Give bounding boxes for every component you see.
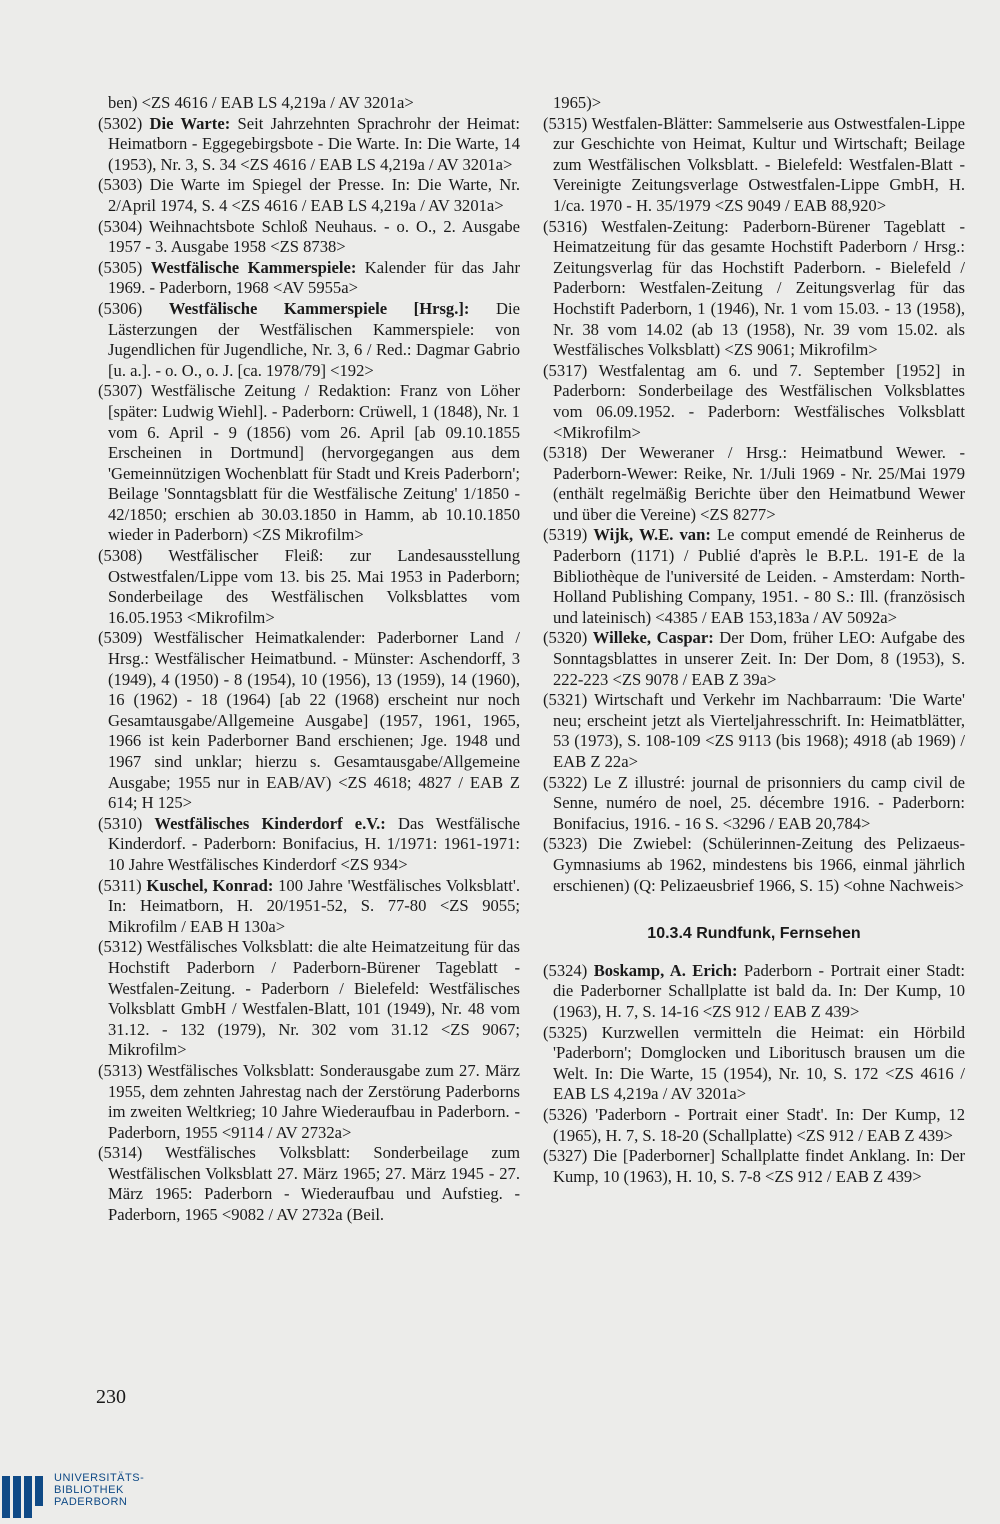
library-name-line3: PADERBORN — [54, 1496, 128, 1508]
entry-text: Kurzwellen vermitteln die Heimat: ein Hörbild 'Paderborn'; Domglocken und Liboritusch brausen um die Welt. In: Die Warte, 15 (1954), Nr. 10, S. 172 <ZS 4616 / EAB LS 4,219a / AV 3201a> — [553, 1022, 965, 1104]
entry-author: Boskamp, A. Erich: — [593, 960, 738, 980]
entry-author: Die Warte: — [149, 113, 231, 133]
entry-text: Westfälischer Heimatkalender: Paderborner Land / Hrsg.: Westfälischer Heimatbund. - Münster: Aschendorff, 3 (1949), 4 (1950) - 8 (1954), 10 (1956), 13 (1959), 14 (1960), 16 (1962) - 18 (1964) [ab 22 (1968) erscheint nur noch Gesamtausgabe/Allgemeine Ausgabe] (1957, 1961, 1965, 1966 ist kein Paderborner Band erschienen; Jge. 1948 und 1967 sind unklar; hierzu s. Gesamtausgabe/Allgemeine Ausgabe; 1955 nur in EAB/AV) <ZS 4618; 4827 / EAB Z 614; H 125> — [108, 628, 520, 813]
entry-text: Westfalen-Zeitung: Paderborn-Bürener Tageblatt - Heimatzeitung für das gesamte Hochstift Paderborn / Hrsg.: Zeitungsverlag für das Hochstift Paderborn. - Bielefeld / Paderborn: Westfalen-Zeitung / Zeitungsverlag für das Hochstift Paderborn, 1 (1946), Nr. 1 vom 15.03. - 13 (1958), Nr. 38 vom 14.02 (ab 13 (1958), Nr. 39 vom 15.02. als Westfälisches Volksblatt) <ZS 9061; Mikrofilm> — [553, 216, 965, 360]
bibliography-entry — [543, 1023, 965, 1105]
bibliography-entry — [543, 961, 965, 1023]
entry-author: Westfälisches Kinderdorf e.V.: — [154, 813, 386, 833]
bibliography-entry — [98, 1061, 520, 1143]
entry-text: Die Lästerzungen der Westfälischen Kammerspiele: von Jugendlichen für Jugendliche, Nr. 3, 6 / Red.: Dagmar Gabrio [u. a.]. - o. O., o. J. [ca. 1978/79] <192> — [108, 298, 520, 380]
entry-text: Westfalen-Blätter: Sammelserie aus Ostwestfalen-Lippe zur Geschichte von Heimat, Kultur und Wirtschaft; Beilage zum Westfälischen Volksblatt. - Bielefeld: Westfalen-Blatt - Vereinigte Zeitungsverlage Ostwestfalen-Lippe GmbH, H. 1/ca. 1970 - H. 35/1979 <ZS 9049 / EAB 88,920> — [553, 113, 965, 215]
section-heading: 10.3.4 Rundfunk, Fernsehen — [647, 925, 861, 943]
bibliography-entry — [98, 299, 520, 381]
entry-text: Westfälisches Volksblatt: Sonderausgabe zum 27. März 1955, dem zehnten Jahrestag nach der Zerstörung Paderborns im zweiten Weltkrieg; 10 Jahre Wiederaufbau in Paderborn. - Paderborn, 1955 <9114 / AV 2732a> — [108, 1060, 520, 1142]
entry-author: Westfälische Kammerspiele: — [150, 257, 357, 277]
library-name-line2: BIBLIOTHEK — [54, 1484, 124, 1496]
entry-text: 'Paderborn - Portrait einer Stadt'. In: Der Kump, 12 (1965), H. 7, S. 18-20 (Schallplatte) <ZS 912 / EAB Z 439> — [553, 1104, 966, 1145]
entry-text: Westfälische Zeitung / Redaktion: Franz von Löher [später: Ludwig Wiehl]. - Paderborn: Crüwell, 1 (1848), Nr. 1 vom 6. April - 9 (1856) vom 26. April [ab 09.10.1855 Erscheinen in Dortmund] (hervorgegangen aus dem 'Gemeinnützigen Wochenblatt für Stadt und Kreis Paderborn'; Beilage 'Sonntagsblatt für die Westfälische Zeitung' 1/1850 - 42/1850; erschien ab 30.03.1850 in Hamm, ab 10.10.1850 wieder in Paderborn) <ZS Mikrofilm> — [108, 381, 520, 545]
bibliography-entry — [543, 217, 965, 361]
entry-text: Die [Paderborner] Schallplatte findet Anklang. In: Der Kump, 10 (1963), H. 10, S. 7-8 <ZS 912 / EAB Z 439> — [553, 1146, 966, 1186]
entry-text: Paderborn - Portrait einer Stadt: die Paderborner Schallplatte ist bald da. In: Der Kump, 10 (1963), H. 7, S. 14-16 <ZS 912 / EAB Z 439> — [553, 960, 965, 1021]
bibliography-entry — [543, 1105, 965, 1146]
entry-number: (5323) — [543, 834, 588, 854]
bibliography-entry — [98, 628, 520, 813]
entry-text: Wirtschaft und Verkehr im Nachbarraum: 'Die Warte' neu; erscheint jetzt als Vierteljahresschrift. In: Heimatblätter, 53 (1973), S. 108-109 <ZS 9113 (bis 1968); 4918 (ab 1969) / EAB Z 22a> — [553, 690, 965, 771]
entry-number: (5305) — [98, 257, 143, 277]
entry-text: Westfälischer Fleiß: zur Landesausstellung Ostwestfalen/Lippe vom 13. bis 25. Mai 1953 in Paderborn; Sonderbeilage des Westfälischen Volksblattes vom 16.05.1953 <Mikrofilm> — [108, 546, 520, 627]
bibliography-entry — [98, 258, 520, 299]
entry-author: Willeke, Caspar: — [592, 628, 714, 648]
entry-number: (5307) — [98, 381, 143, 401]
right-column — [543, 93, 965, 1187]
entry-number: (5310) — [98, 813, 143, 833]
entry-text: Weihnachtsbote Schloß Neuhaus. - o. O., 2. Ausgabe 1957 - 3. Ausgabe 1958 <ZS 8738> — [108, 216, 520, 257]
entry-number: (5312) — [98, 937, 143, 957]
entry-number: (5324) — [543, 960, 588, 980]
entry-text: Le comput emendé de Reinherus de Paderborn (1171) / Publié d'après le B.P.L. 191-E de la Bibliothèque de l'université de Leiden. - Amsterdam: North-Holland Publishing Company, 1951. - 80 S.: Ill. (französisch und lateinisch) <4385 / EAB 153,183a / AV 5092a> — [553, 525, 965, 627]
entry-number: (5315) — [543, 113, 588, 133]
entry-number: (5320) — [543, 628, 588, 648]
page-number: 230 — [96, 1386, 126, 1408]
entry-number: (5306) — [98, 298, 143, 318]
library-name-line1: UNIVERSITÄTS- — [54, 1472, 145, 1484]
entry-number: (5321) — [543, 690, 588, 710]
entry-number: (5317) — [543, 360, 588, 380]
entry-number: (5316) — [543, 216, 588, 236]
bibliography-entry — [98, 381, 520, 546]
bibliography-entry — [543, 690, 965, 772]
bibliography-entry — [543, 773, 965, 835]
entry-text: Die Warte im Spiegel der Presse. In: Die Warte, Nr. 2/April 1974, S. 4 <ZS 4616 / EAB LS 4,219a / AV 3201a> — [108, 175, 520, 215]
entry-text: Der Dom, früher LEO: Aufgabe des Sonntagsblattes in unserer Zeit. In: Der Dom, 8 (1953), S. 222-223 <ZS 9078 / EAB Z 39a> — [553, 628, 965, 689]
entry-text: Westfalentag am 6. und 7. September [1952] in Paderborn: Sonderbeilage des Westfälischen Volksblattes vom 06.09.1952. - Paderborn: Westfälisches Volksblatt <Mikrofilm> — [553, 360, 965, 442]
entry-number: (5303) — [98, 175, 143, 195]
bibliography-entry — [98, 814, 520, 876]
bibliography-entry — [543, 443, 965, 525]
library-name — [54, 1472, 144, 1508]
entry-author: Westfälische Kammerspiele [Hrsg.]: — [168, 298, 470, 318]
bibliography-entry — [98, 876, 520, 938]
left-column — [98, 93, 520, 1226]
library-footer — [0, 1470, 300, 1524]
library-logo-icon — [2, 1476, 50, 1524]
entry-number: (5326) — [543, 1104, 588, 1124]
entry-text: Das Westfälische Kinderdorf. - Paderborn: Bonifacius, H. 1/1971: 1961-1971: 10 Jahre Westfälisches Kinderdorf <ZS 934> — [108, 813, 520, 874]
entry-author: Kuschel, Konrad: — [146, 875, 274, 895]
entry-continuation: 1965)> — [553, 93, 602, 112]
entry-text: 100 Jahre 'Westfälisches Volksblatt'. In: Heimatborn, H. 20/1951-52, S. 77-80 <ZS 9055; Mikrofilm / EAB H 130a> — [108, 875, 520, 936]
entry-text: Kalender für das Jahr 1969. - Paderborn, 1968 <AV 5955a> — [108, 257, 520, 298]
entry-text: Westfälisches Volksblatt: Sonderbeilage zum Westfälischen Volksblatt 27. März 1965; 27. März 1945 - 27. März 1965: Paderborn - Wiederaufbau und Aufstieg. - Paderborn, 1965 <9082 / AV 2732a (Beil. — [108, 1143, 520, 1225]
entry-number: (5308) — [98, 546, 143, 566]
entry-text: Le Z illustré: journal de prisonniers du camp civil de Senne, numéro de noel, 25. décembre 1916. - Paderborn: Bonifacius, 1916. - 16 S. <3296 / EAB 20,784> — [553, 772, 965, 833]
entry-number: (5322) — [543, 772, 588, 792]
entry-number: (5314) — [98, 1143, 143, 1163]
bibliography-entry — [543, 628, 965, 690]
entry-text: Seit Jahrzehnten Sprachrohr der Heimat: Heimatborn - Eggegebirgsbote - Die Warte. In: Die Warte, 14 (1953), Nr. 3, S. 34 <ZS 4616 / EAB LS 4,219a / AV 3201a> — [108, 113, 520, 174]
entry-number: (5318) — [543, 443, 588, 463]
bibliography-entry — [98, 217, 520, 258]
entry-number: (5319) — [543, 525, 588, 545]
bibliography-entry — [98, 937, 520, 1061]
bibliography-entry — [98, 546, 520, 628]
entry-number: (5325) — [543, 1022, 588, 1042]
entry-number: (5309) — [98, 628, 143, 648]
bibliography-entry — [543, 525, 965, 628]
bibliography-entry — [98, 175, 520, 216]
bibliography-entry — [543, 114, 965, 217]
entry-continuation: ben) <ZS 4616 / EAB LS 4,219a / AV 3201a> — [108, 93, 414, 112]
bibliography-entry — [543, 1146, 965, 1187]
bibliography-entry — [98, 1143, 520, 1225]
entry-text: Westfälisches Volksblatt: die alte Heimatzeitung für das Hochstift Paderborn / Paderborn-Bürener Tageblatt - Westfalen-Zeitung. - Paderborn / Bielefeld: Westfälisches Volksblatt GmbH / Westfalen-Blatt, 101 (1949), Nr. 48 vom 31.12. - 132 (1979), Nr. 302 vom 31.12 <ZS 9067; Mikrofilm> — [108, 937, 520, 1060]
bibliography-entry — [543, 834, 965, 896]
entry-number: (5311) — [98, 875, 142, 895]
bibliography-entry — [543, 361, 965, 443]
entry-author: Wijk, W.E. van: — [593, 525, 711, 545]
entry-text: Die Zwiebel: (Schülerinnen-Zeitung des Pelizaeus-Gymnasiums ab 1962, mindestens bis 1966, einmal jährlich erschienen) (Q: Pelizaeusbrief 1966, S. 15) <ohne Nachweis> — [553, 834, 965, 895]
entry-number: (5302) — [98, 113, 143, 133]
entry-number: (5313) — [98, 1060, 143, 1080]
entry-number: (5304) — [98, 216, 143, 236]
entry-number: (5327) — [543, 1146, 588, 1166]
bibliography-entry — [98, 114, 520, 176]
entry-text: Der Weweraner / Hrsg.: Heimatbund Wewer. - Paderborn-Wewer: Reike, Nr. 1/Juli 1969 - Nr. 25/Mai 1979 (enthält regelmäßig Berichte über den Heimatbund Wewer und über die Vereine) <ZS 8277> — [553, 443, 965, 524]
